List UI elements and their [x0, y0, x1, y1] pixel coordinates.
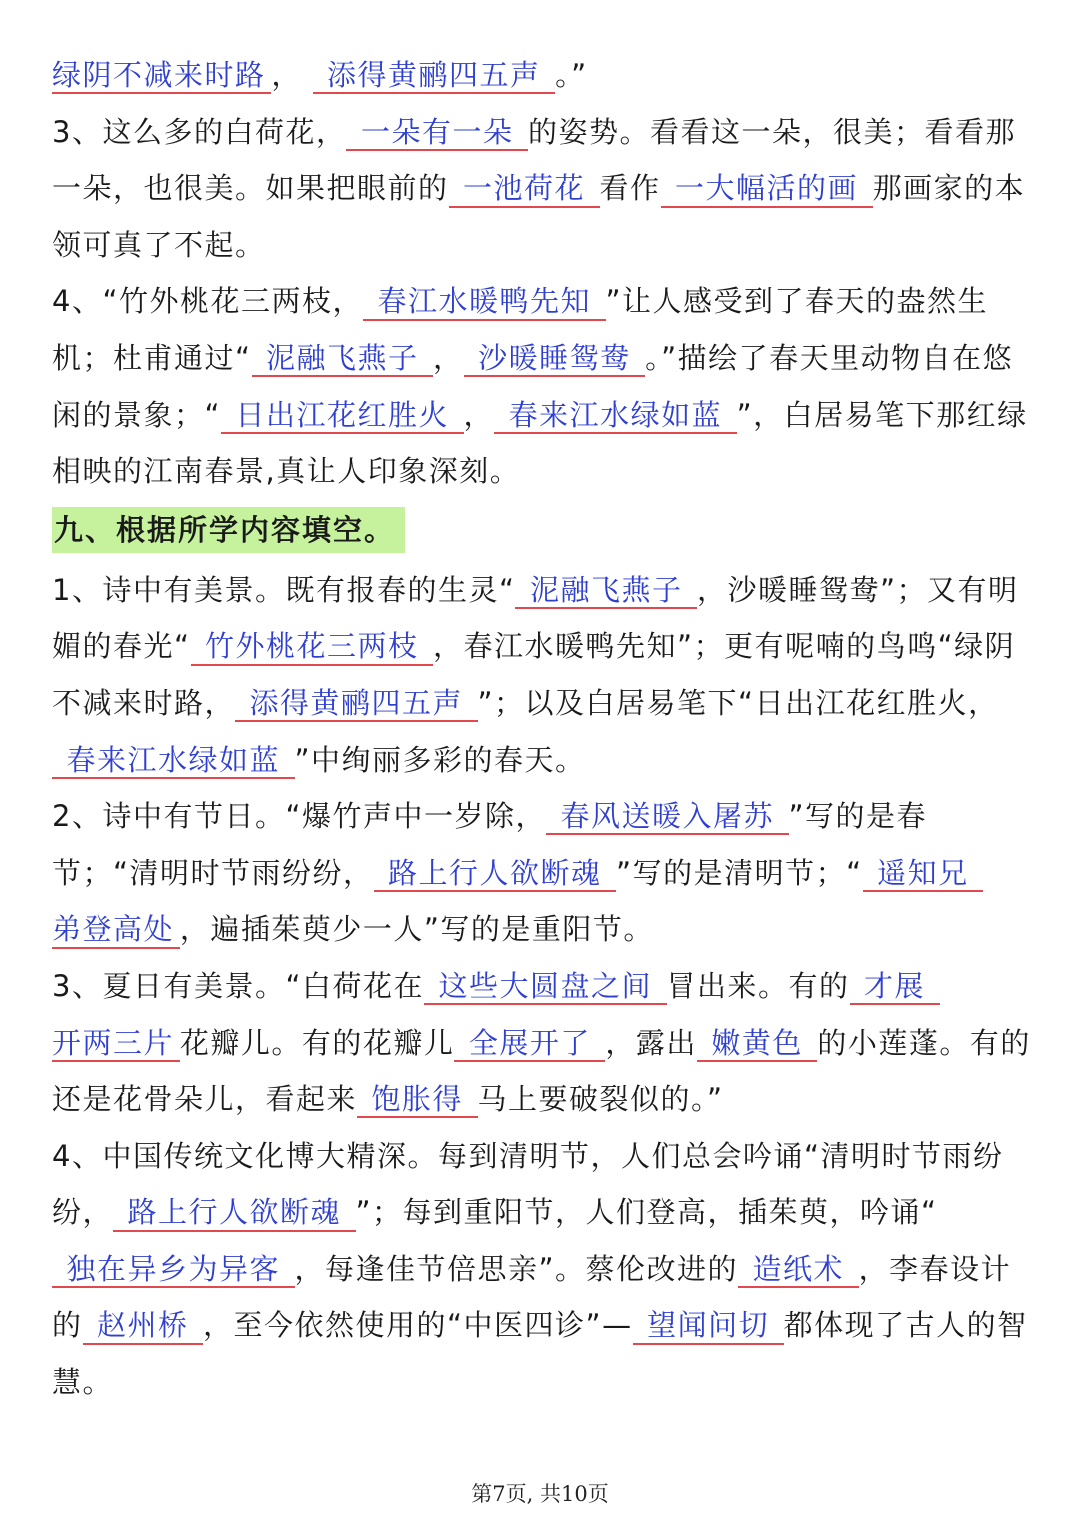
answer-blank: 一大幅活的画: [661, 172, 873, 207]
answer-blank: 一朵有一朵: [346, 116, 528, 151]
answer-blank: 嫩黄色: [697, 1027, 818, 1062]
text-segment: 看作: [599, 171, 661, 206]
page-number-footer: 第7页, 共10页: [471, 1482, 609, 1506]
text-segment: ，: [271, 58, 302, 92]
text-segment: ，露出: [605, 1025, 697, 1060]
answer-blank: 才展: [850, 970, 940, 1005]
answer-blank: 一池荷花: [449, 172, 600, 207]
text-segment: 的小莲蓬。有的还是花骨朵儿，看起来: [52, 1025, 1031, 1117]
text-segment: 冒出来。有的: [666, 968, 850, 1003]
question-3: [52, 958, 1032, 1128]
answer-blank: 弟登高处: [52, 913, 180, 948]
answer-blank: 添得黄鹂四五声: [313, 59, 556, 94]
answer-blank: 日出江花红胜火: [221, 399, 464, 434]
text-segment: ”，白居易笔下那红绿相映的江南春景,真让人印象深刻。: [52, 397, 1028, 489]
answer-blank: 春风送暖入屠苏: [546, 800, 789, 835]
text-segment: 3、夏日有美景。“白荷花在: [52, 968, 424, 1003]
answer-blank: 饱胀得: [357, 1083, 478, 1118]
answer-blank: 全展开了: [454, 1027, 605, 1062]
answer-blank: 春江水暖鸭先知: [363, 285, 606, 320]
text-segment: 3、这么多的白荷花，: [52, 114, 347, 149]
answer-blank: 望闻问切: [633, 1309, 784, 1344]
text-segment: 4、“竹外桃花三两枝，: [52, 284, 363, 319]
text-segment: 都体现了古人的智慧。: [52, 1308, 1028, 1400]
text-segment: ，沙暖睡鸳鸯”；又有明媚的春光“: [52, 572, 1019, 664]
answer-blank: 开两三片: [52, 1027, 180, 1062]
answer-blank: 遥知兄: [863, 857, 984, 892]
answer-blank: 独在异乡为异客: [52, 1253, 295, 1288]
paragraph-3-lotus: [52, 104, 1032, 274]
document-content: [52, 47, 1032, 1411]
text-segment: ”中绚丽多彩的春天。: [294, 742, 586, 777]
paragraph-4-spring-poems: [52, 273, 1032, 499]
section-heading-row: [52, 502, 1032, 558]
text-segment: ，李春设计的: [52, 1251, 1012, 1343]
answer-blank: 春来江水绿如蓝: [52, 744, 295, 779]
question-2: [52, 788, 1032, 958]
text-segment: 。”: [555, 58, 588, 92]
text-segment: 。”描绘了春天里动物自在悠闲的景象；“: [52, 340, 1014, 432]
answer-blank: 春来江水绿如蓝: [494, 399, 737, 434]
text-segment: 马上要破裂似的。”: [477, 1082, 724, 1117]
text-segment: ，: [463, 397, 495, 432]
answer-blank: 路上行人欲断魂: [374, 857, 617, 892]
answer-blank: 泥融飞燕子: [515, 574, 697, 609]
text-segment: ”写的是春节；“清明时节雨纷纷，: [52, 799, 928, 890]
answer-blank: 沙暖睡鸳鸯: [464, 342, 646, 377]
text-segment: 1、诗中有美景。既有报春的生灵“: [52, 572, 516, 607]
poem-continuation-line: [52, 47, 1032, 104]
text-segment: ，每逢佳节倍思亲”。蔡伦改进的: [294, 1251, 739, 1286]
text-segment: ”写的是清明节；“: [616, 855, 863, 890]
text-segment: 2、诗中有节日。“爆竹声中一岁除，: [52, 799, 546, 834]
text-segment: 的姿势。看看这一朵，很美；看看那一朵，也很美。如果把眼前的: [52, 114, 1016, 206]
answer-blank: 路上行人欲断魂: [113, 1196, 356, 1231]
text-segment: ，至今依然使用的“中医四诊”—: [203, 1308, 633, 1343]
question-1: [52, 562, 1032, 788]
text-segment: 花瓣儿。有的花瓣儿: [179, 1025, 455, 1060]
text-segment: ”让人感受到了春天的盎然生机；杜甫通过“: [52, 284, 989, 375]
answer-blank: 这些大圆盘之间: [424, 970, 667, 1005]
text-segment: ”；以及白居易笔下“日出江花红胜火，: [477, 685, 999, 720]
text-segment: 那画家的本领可真了不起。: [52, 171, 1026, 262]
question-4: [52, 1128, 1032, 1411]
text-segment: ，: [433, 340, 464, 375]
answer-blank: 竹外桃花三两枝: [191, 630, 434, 665]
text-segment: ，春江水暖鸭先知”；更有呢喃的鸟鸣“绿阴不减来时路，: [52, 629, 1016, 720]
text-segment: ，遍插茱萸少一人”写的是重阳节。: [179, 912, 654, 947]
answer-blank: 泥融飞燕子: [252, 342, 434, 377]
text-segment: 4、中国传统文化博大精深。每到清明节，人们总会吟诵“清明时节雨纷纷，: [52, 1138, 1004, 1230]
answer-blank: 添得黄鹂四五声: [235, 687, 478, 722]
answer-blank: 造纸术: [738, 1253, 859, 1288]
text-segment: ”；每到重阳节，人们登高，插茱萸，吟诵“: [355, 1195, 938, 1230]
answer-blank: 绿阴不减来时路: [52, 59, 271, 94]
answer-blank: 赵州桥: [83, 1309, 204, 1344]
section-heading: 九、根据所学内容填空。: [52, 507, 405, 553]
